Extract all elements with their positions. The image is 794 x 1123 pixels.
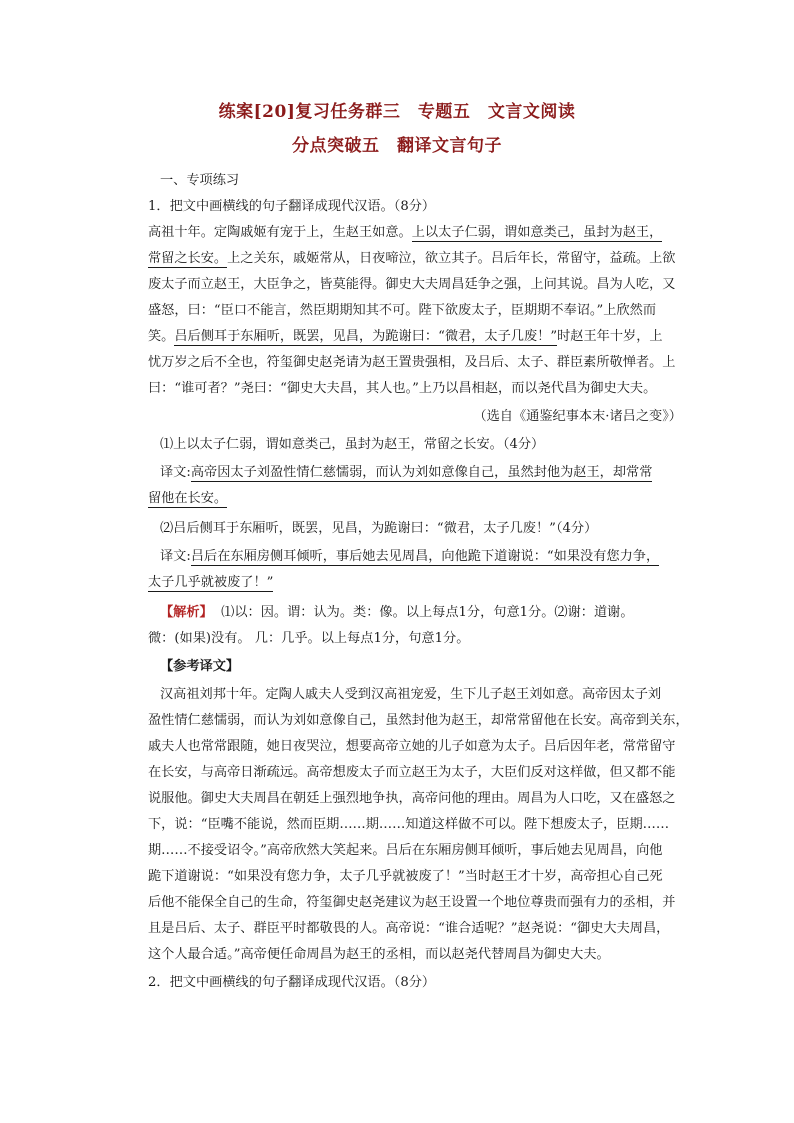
- reference-line: 期……不接受诏令。”高帝欣然大笑起来。吕后在东厢房侧耳倾听，事后她去见周昌，向他: [148, 843, 663, 858]
- passage-line: 废太子而立赵王，大臣争之，皆莫能得。御史大夫周昌廷争之强，上问其说。昌为人吃，又: [148, 277, 676, 292]
- source-citation: （选自《通鉴纪事本末·诸吕之变》）: [473, 409, 682, 424]
- analysis-label: 【解析】: [160, 605, 213, 620]
- section-heading: 一、专项练习: [160, 173, 240, 188]
- passage-line: 忧万岁之后不全也，符玺御史赵尧请为赵王置贵强相，及吕后、太子、群臣素所敬惮者。上: [148, 355, 676, 370]
- passage-line: 盛怒，曰：“臣口不能言，然臣期期知其不可。陛下欲废太子，臣期期不奉诏。”上欣然而: [148, 303, 657, 318]
- answer-1-line: [148, 491, 682, 507]
- reference-line: 戚夫人也常常跟随，她日夜哭泣，想要高帝立她的儿子如意为太子。吕后因年老，常常留守: [148, 739, 676, 754]
- analysis-line: 微：(如果)没有。 几：几乎。以上每点1分，句意1分。: [148, 631, 470, 646]
- answer-1-line: [160, 465, 694, 481]
- answer-text: 太子几乎就被废了！”: [148, 575, 274, 590]
- sub-question-2: ⑵吕后侧耳于东厢听，既罢，见昌，为跪谢曰：“微君，太子几废！”（4分）: [160, 521, 598, 536]
- answer-text: 吕后在东厢房侧耳倾听，事后她去见周昌，向他跪下道谢说：“如果没有您力争，: [190, 549, 660, 564]
- question-2: 2．把文中画横线的句子翻译成现代汉语。（8分）: [148, 975, 436, 990]
- reference-line: 汉高祖刘邦十年。定陶人戚夫人受到汉高祖宠爱，生下儿子赵王刘如意。高帝因太子刘: [160, 687, 662, 702]
- answer-2-line: [160, 549, 694, 565]
- underlined-sentence: 常留之长安。: [148, 251, 228, 266]
- passage-line: [148, 251, 682, 267]
- reference-line: 下，说：“臣嘴不能说，然而臣期……期……知道这样做不可以。陛下想废太子，臣期……: [148, 817, 670, 832]
- answer-2-line: [148, 575, 682, 591]
- underlined-sentence: 吕后侧耳于东厢听，既罢，见昌，为跪谢曰：“微君，太子几废！”: [174, 329, 558, 344]
- passage-line: [148, 225, 682, 241]
- reference-line: 说服他。御史大夫周昌在朝廷上强烈地争执，高帝问他的理由。周昌为人口吃，又在盛怒之: [148, 791, 676, 806]
- passage-text: 时赵王年十岁，上: [557, 329, 663, 344]
- passage-line: [148, 329, 682, 345]
- reference-line: 后他不能保全自己的生命，符玺御史赵尧建议为赵王设置一个地位尊贵而强有力的丞相，并: [148, 895, 676, 910]
- answer-text: 留他在长安。: [148, 491, 228, 506]
- answer-label: 译文:: [160, 549, 191, 564]
- analysis-text: ⑴以：因。谓：认为。类：像。以上每点1分，句意1分。⑵谢：道谢。: [221, 605, 634, 620]
- analysis-line: [160, 605, 694, 621]
- reference-label: 【参考译文】: [160, 659, 240, 674]
- passage-text: 高祖十年。定陶戚姬有宠于上，生赵王如意。: [148, 225, 412, 240]
- passage-line: 曰：“谁可者？”尧曰：“御史大夫昌，其人也。”上乃以昌相赵，而以尧代昌为御史大夫。: [148, 381, 657, 396]
- underlined-sentence: 上以太子仁弱，谓如意类己，虽封为赵王，: [411, 225, 663, 240]
- page-subtitle: 分点突破五 翻译文言句子: [292, 136, 502, 156]
- reference-line: 跪下道谢说：“如果没有您力争，太子几乎就被废了！”当时赵王才十岁，高帝担心自己死: [148, 869, 663, 884]
- reference-line: 盈性情仁慈懦弱，而认为刘如意像自己，虽然封他为赵王，却常常留他在长安。高帝到关东，: [148, 713, 689, 728]
- reference-line: 且是吕后、太子、群臣平时都敬畏的人。高帝说：“谁合适呢？”赵尧说：“御史大夫周昌，: [148, 921, 670, 936]
- passage-text: 笑。: [148, 329, 175, 344]
- question-1: 1．把文中画横线的句子翻译成现代汉语。（8分）: [148, 199, 436, 214]
- reference-line: 这个人最合适。”高帝便任命周昌为赵王的丞相，而以赵尧代替周昌为御史大夫。: [148, 947, 610, 962]
- answer-label: 译文:: [160, 465, 191, 480]
- page-title: 练案[20]复习任务群三 专题五 文言文阅读: [218, 102, 576, 122]
- passage-text: 上之关东，戚姬常从，日夜啼泣，欲立其子。吕后年长，常留守，益疏。上欲: [227, 251, 676, 266]
- reference-line: 在长安，与高帝日渐疏远。高帝想废太子而立赵王为太子，大臣们反对这样做，但又都不能: [148, 765, 676, 780]
- answer-text: 高帝因太子刘盈性情仁慈懦弱，而认为刘如意像自己，虽然封他为赵王，却常常: [190, 465, 653, 480]
- sub-question-1: ⑴上以太子仁弱，谓如意类己，虽封为赵王，常留之长安。（4分）: [160, 437, 545, 452]
